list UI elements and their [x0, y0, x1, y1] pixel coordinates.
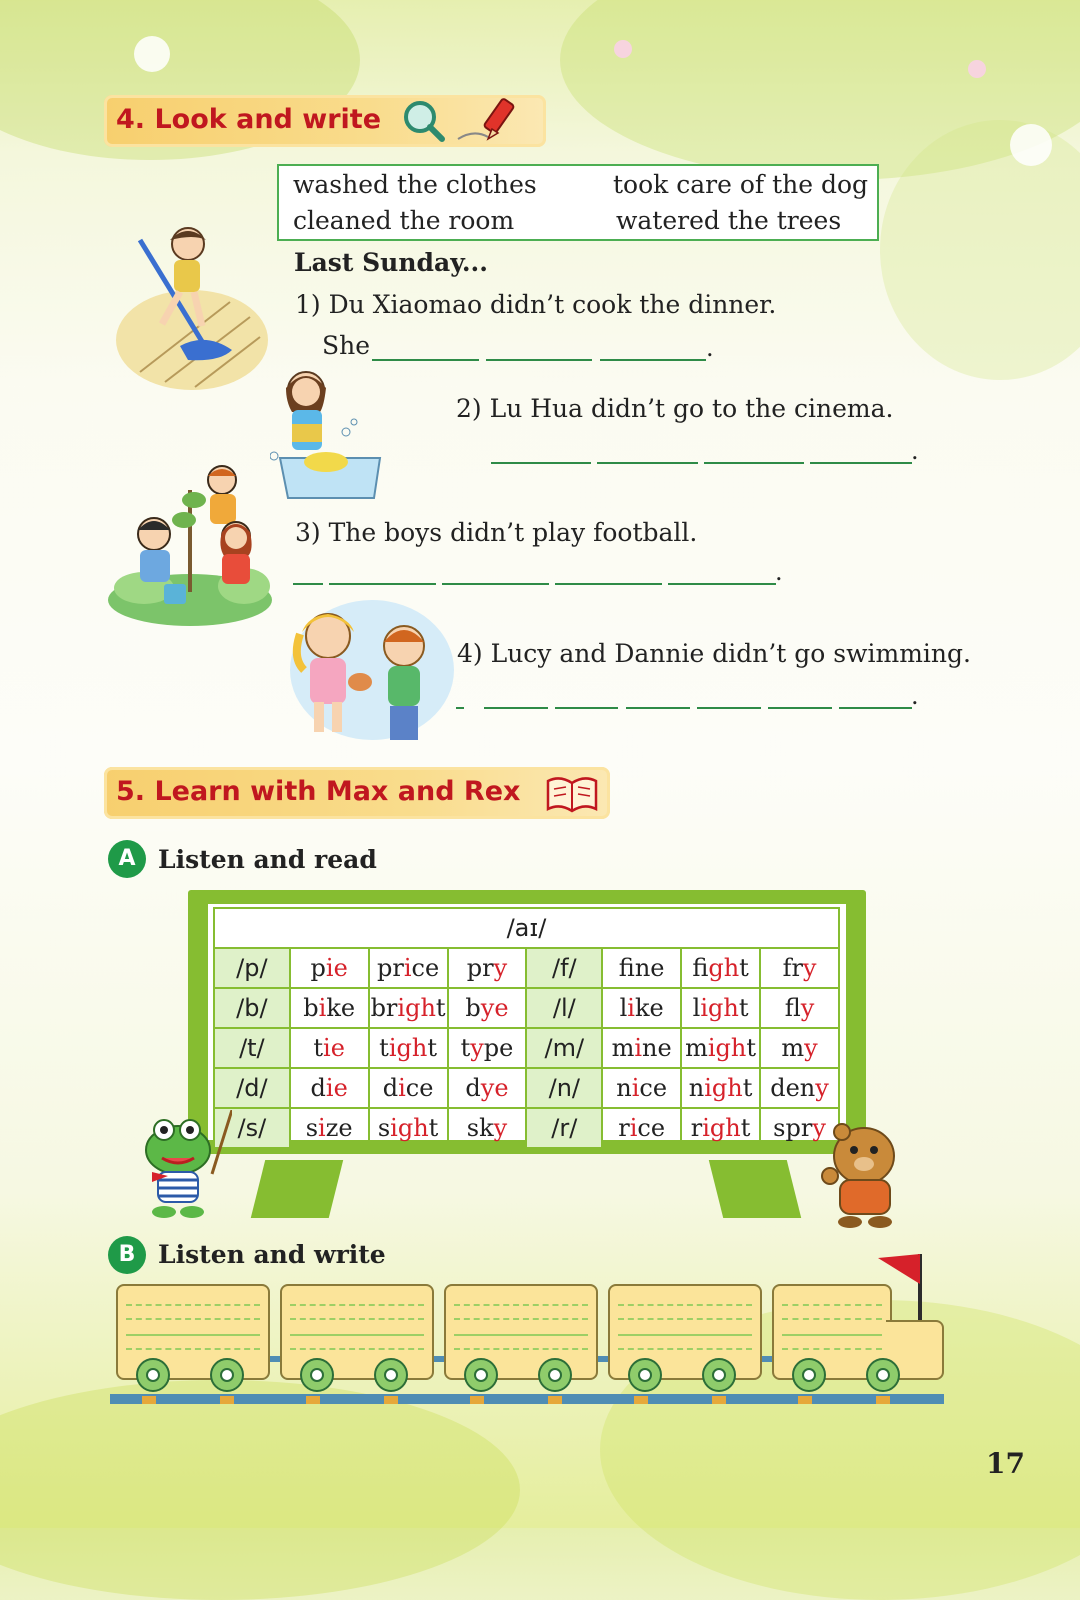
lucy-dannie-illustration — [284, 598, 454, 748]
word-segment: n — [688, 1074, 705, 1102]
wheel — [374, 1358, 408, 1392]
answer-blank[interactable] — [626, 707, 690, 709]
word-segment: s — [305, 1114, 319, 1142]
rail-tie — [548, 1396, 562, 1404]
word-segment: igh — [390, 1114, 429, 1142]
word-segment: y — [493, 954, 508, 982]
word-segment: i — [403, 954, 412, 982]
word-segment: t — [460, 1034, 471, 1062]
answer-blank[interactable] — [810, 462, 912, 464]
phoneme-cell: /m/ — [526, 1028, 602, 1068]
word-segment: ie — [325, 1074, 348, 1102]
rail-tie — [634, 1396, 648, 1404]
answer-blank[interactable] — [668, 583, 776, 585]
word-option: took care of the dog — [613, 170, 869, 199]
wheel — [464, 1358, 498, 1392]
word-cell — [681, 1108, 760, 1148]
word-cell — [760, 948, 839, 988]
word-segment: t — [746, 1034, 757, 1062]
word-segment: f — [692, 954, 709, 982]
word-option: watered the trees — [616, 206, 842, 235]
word-segment: m — [685, 1034, 708, 1062]
part-a-badge: A — [108, 840, 146, 878]
word-cell — [448, 1068, 527, 1108]
pencil-icon — [454, 95, 534, 147]
word-segment: ye — [480, 1074, 509, 1102]
word-segment: ne — [642, 1034, 672, 1062]
answer-blank[interactable] — [293, 583, 323, 585]
word-segment: r — [690, 1114, 703, 1142]
section-5-title: 5. Learn with Max and Rex — [116, 776, 521, 807]
answer-blank[interactable] — [372, 359, 479, 361]
word-segment: ce — [637, 1114, 666, 1142]
intro-text: Last Sunday... — [294, 248, 488, 277]
word-cell — [448, 988, 527, 1028]
wheel — [792, 1358, 826, 1392]
wheel — [538, 1358, 572, 1392]
word-segment: n — [616, 1074, 632, 1102]
rail-tie — [220, 1396, 234, 1404]
section-4-header — [104, 95, 546, 147]
board-leg — [251, 1160, 343, 1218]
word-cell — [681, 988, 760, 1028]
word-segment: igh — [388, 1034, 428, 1062]
word-cell — [448, 1108, 527, 1148]
phoneme-header: /aɪ/ — [214, 908, 839, 948]
word-cell — [760, 1068, 839, 1108]
rail-tie — [712, 1396, 726, 1404]
phoneme-cell: /f/ — [526, 948, 602, 988]
word-segment: t — [740, 1114, 751, 1142]
answer-blank[interactable] — [555, 707, 618, 709]
word-segment: ne — [634, 954, 665, 982]
phoneme-cell: /l/ — [526, 988, 602, 1028]
word-segment: igh — [704, 1074, 743, 1102]
word-segment: igh — [700, 994, 739, 1022]
phoneme-cell: /n/ — [526, 1068, 602, 1108]
word-segment: fr — [782, 954, 803, 982]
answer-blank[interactable] — [704, 462, 804, 464]
word-segment: y — [802, 954, 817, 982]
word-cell — [448, 948, 527, 988]
word-segment: fl — [784, 994, 801, 1022]
answer-blank[interactable] — [442, 583, 549, 585]
word-cell — [681, 1028, 760, 1068]
word-segment: r — [618, 1114, 630, 1142]
rail-tie — [306, 1396, 320, 1404]
word-cell — [602, 1028, 681, 1068]
phoneme-cell: /s/ — [214, 1108, 290, 1148]
bear-rex-character — [818, 1120, 902, 1232]
table-row — [214, 1028, 839, 1068]
period: . — [775, 558, 783, 586]
word-segment: s — [377, 1114, 391, 1142]
word-cell — [760, 988, 839, 1028]
sparkle — [134, 36, 170, 72]
word-segment: den — [770, 1074, 816, 1102]
word-segment: y — [812, 1114, 826, 1142]
item-2-prompt: 2) Lu Hua didn’t go to the cinema. — [456, 394, 894, 423]
word-cell — [602, 1068, 681, 1108]
table-row — [214, 1068, 839, 1108]
part-a-title: Listen and read — [158, 845, 377, 874]
answer-blank[interactable] — [768, 707, 832, 709]
word-segment: t — [435, 994, 446, 1022]
wheel — [210, 1358, 244, 1392]
word-cell — [290, 1068, 369, 1108]
word-segment: br — [370, 994, 398, 1022]
word-cell — [369, 1028, 448, 1068]
word-cell — [290, 988, 369, 1028]
answer-blank[interactable] — [329, 583, 436, 585]
answer-blank[interactable] — [491, 462, 591, 464]
word-segment: d — [465, 1074, 481, 1102]
answer-blank[interactable] — [484, 707, 548, 709]
train-rail — [110, 1394, 944, 1404]
word-cell — [681, 948, 760, 988]
item-1-starter: She — [322, 331, 371, 360]
word-segment: ie — [325, 954, 348, 982]
word-segment: y — [815, 1074, 829, 1102]
sparkle — [968, 60, 986, 78]
word-segment: igh — [708, 954, 740, 982]
magnifier-icon — [400, 97, 448, 145]
part-b-badge: B — [108, 1236, 146, 1274]
frog-max-character — [128, 1110, 232, 1222]
period: . — [911, 682, 919, 710]
word-segment: i — [318, 994, 327, 1022]
word-segment: l — [619, 994, 628, 1022]
word-segment: t — [742, 1074, 753, 1102]
part-b-title: Listen and write — [158, 1240, 386, 1269]
board-leg — [709, 1160, 801, 1218]
word-segment: d — [382, 1074, 399, 1102]
word-cell — [602, 948, 681, 988]
item-1-prompt: 1) Du Xiaomao didn’t cook the dinner. — [295, 290, 777, 319]
word-option: cleaned the room — [293, 206, 515, 235]
word-cell — [290, 1028, 369, 1068]
word-segment: igh — [702, 1114, 741, 1142]
word-segment: l — [692, 994, 701, 1022]
word-segment: ce — [411, 954, 440, 982]
section-5-header — [104, 767, 610, 819]
word-segment: pr — [466, 954, 494, 982]
word-segment: i — [631, 1074, 640, 1102]
table-row — [214, 1108, 839, 1148]
word-segment: t — [739, 954, 749, 982]
word-segment: d — [310, 1074, 326, 1102]
word-cell — [369, 988, 448, 1028]
word-option: washed the clothes — [293, 170, 537, 199]
word-segment: b — [465, 994, 481, 1022]
word-segment: f — [618, 954, 635, 982]
item-3-prompt: 3) The boys didn’t play football. — [295, 518, 698, 547]
word-cell — [760, 1028, 839, 1068]
word-segment: y — [804, 1034, 818, 1062]
wheel — [136, 1358, 170, 1392]
word-segment: ke — [326, 994, 356, 1022]
period: . — [706, 334, 714, 362]
answer-blank[interactable] — [839, 707, 912, 709]
word-segment: y — [493, 1114, 508, 1142]
word-segment: ze — [325, 1114, 353, 1142]
word-cell — [369, 1068, 448, 1108]
phoneme-cell: /t/ — [214, 1028, 290, 1068]
answer-blank[interactable] — [486, 359, 592, 361]
phonics-table — [213, 907, 840, 1149]
boys-watering-illustration — [104, 460, 274, 628]
answer-blank[interactable] — [697, 707, 761, 709]
girl-washing-illustration — [270, 362, 394, 508]
word-segment: t — [379, 1034, 389, 1062]
word-segment: m — [611, 1034, 635, 1062]
rail-tie — [798, 1396, 812, 1404]
word-segment: i — [627, 994, 635, 1022]
wheel — [702, 1358, 736, 1392]
word-segment: sk — [466, 1114, 494, 1142]
rail-tie — [876, 1396, 890, 1404]
word-cell — [369, 948, 448, 988]
table-row — [214, 948, 839, 988]
word-segment: igh — [397, 994, 436, 1022]
word-segment: m — [781, 1034, 805, 1062]
item-4-prompt: 4) Lucy and Dannie didn’t go swimming. — [457, 639, 971, 668]
word-segment: b — [303, 994, 319, 1022]
answer-blank[interactable] — [600, 359, 706, 361]
word-segment: spr — [773, 1114, 813, 1142]
word-segment: ie — [323, 1034, 345, 1062]
word-segment: t — [313, 1034, 324, 1062]
background-blob — [0, 1380, 520, 1600]
sparkle — [614, 40, 632, 58]
word-segment: y — [800, 994, 815, 1022]
answer-blank[interactable] — [456, 707, 464, 709]
phoneme-cell: /p/ — [214, 948, 290, 988]
rail-tie — [384, 1396, 398, 1404]
answer-blank[interactable] — [555, 583, 662, 585]
word-cell — [369, 1108, 448, 1148]
rail-tie — [142, 1396, 156, 1404]
word-segment: igh — [707, 1034, 747, 1062]
word-segment: i — [634, 1034, 643, 1062]
word-cell — [448, 1028, 527, 1068]
period: . — [911, 437, 919, 465]
rail-tie — [470, 1396, 484, 1404]
section-4-title: 4. Look and write — [116, 104, 382, 135]
word-segment: ke — [634, 994, 664, 1022]
word-segment: pe — [483, 1034, 514, 1062]
word-segment: pr — [376, 954, 404, 982]
page-number: 17 — [986, 1447, 1025, 1480]
word-segment: ce — [405, 1074, 434, 1102]
answer-blank[interactable] — [597, 462, 698, 464]
phoneme-cell: /d/ — [214, 1068, 290, 1108]
table-row — [214, 988, 839, 1028]
flag-icon — [876, 1252, 926, 1322]
word-segment: ce — [639, 1074, 668, 1102]
word-cell — [290, 948, 369, 988]
word-cell — [681, 1068, 760, 1108]
book-icon — [544, 773, 600, 815]
wheel — [866, 1358, 900, 1392]
wheel — [300, 1358, 334, 1392]
word-segment: t — [738, 994, 749, 1022]
sparkle — [1010, 124, 1052, 166]
word-segment: p — [310, 954, 326, 982]
word-segment: i — [318, 1114, 326, 1142]
word-segment: t — [428, 1114, 439, 1142]
word-cell — [290, 1108, 369, 1148]
wheel — [628, 1358, 662, 1392]
phoneme-cell: /b/ — [214, 988, 290, 1028]
word-cell — [602, 988, 681, 1028]
word-segment: i — [629, 1114, 638, 1142]
phoneme-cell: /r/ — [526, 1108, 602, 1148]
girl-mopping-illustration — [110, 222, 272, 394]
word-segment: i — [398, 1074, 406, 1102]
word-cell — [602, 1108, 681, 1148]
word-segment: ye — [480, 994, 509, 1022]
word-bank — [277, 164, 879, 241]
word-segment: y — [470, 1034, 484, 1062]
word-segment: t — [427, 1034, 437, 1062]
